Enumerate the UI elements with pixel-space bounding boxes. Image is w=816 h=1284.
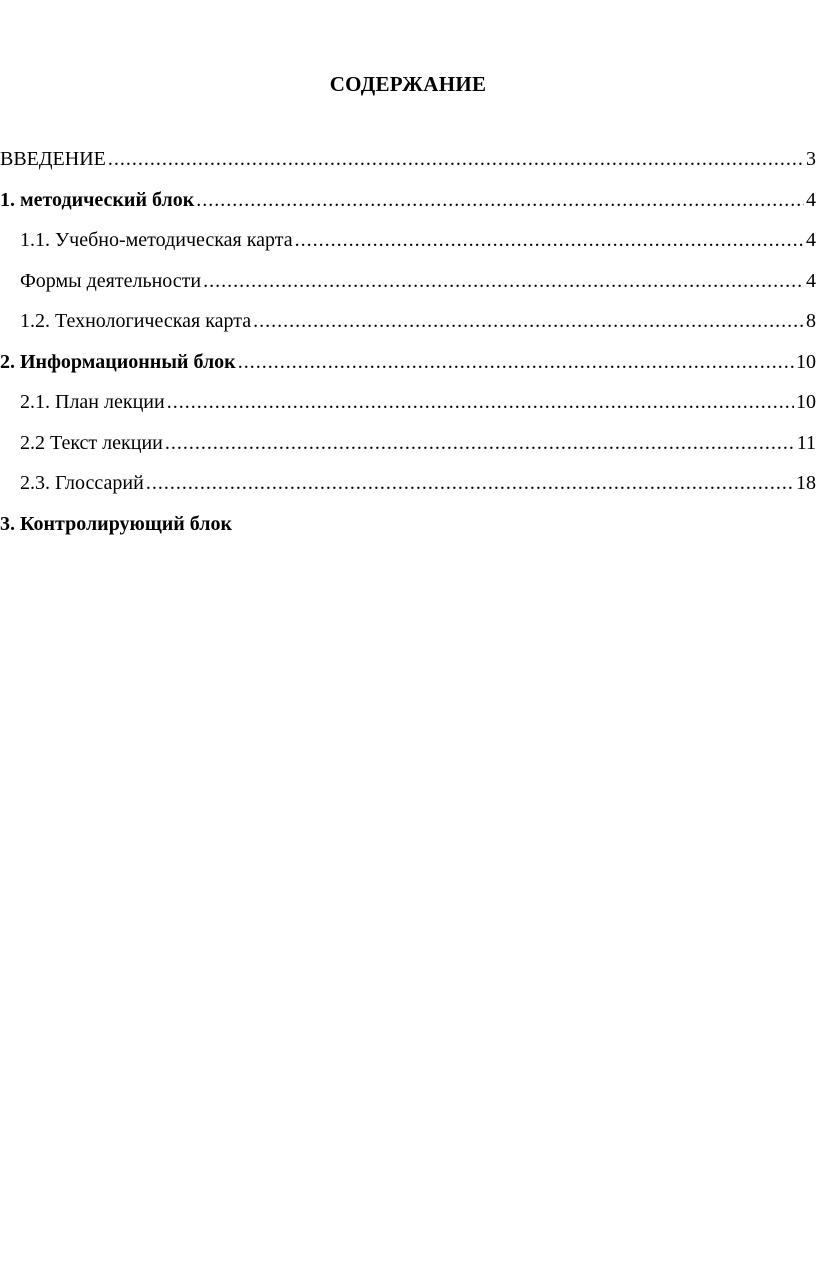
toc-page-number: 4 [806,269,816,292]
toc-page-number: 10 [796,391,816,413]
toc-leader-dots [146,471,794,495]
toc-entry-label: 2.2 Текст лекции [20,431,163,454]
toc-leader-dots [196,188,804,212]
toc-page-number: 11 [796,431,816,454]
toc-leader-dots [238,350,794,374]
toc-entry-introduction[interactable] [0,147,816,188]
page-title: СОДЕРЖАНИЕ [329,72,487,96]
toc-entry-label: ВВЕДЕНИЕ [0,148,106,170]
toc-entry-label: 2. Информационный блок [0,350,236,373]
toc-entry-label: 2.3. Глоссарий [20,472,144,494]
toc-entry-glossary[interactable] [0,471,816,512]
toc-page-number: 4 [806,188,816,211]
toc-entry-label: Формы деятельности [20,269,202,292]
toc-entry-label: 1.1. Учебно-методическая карта [20,229,293,251]
toc-page-number: 10 [796,350,816,373]
toc-entry-technological-map[interactable] [0,309,816,350]
toc-entry-information-block[interactable] [0,350,816,391]
toc-page-number: 4 [806,229,816,251]
toc-leader-dots [108,147,804,171]
toc-entry-label: 2.1. План лекции [20,391,165,413]
toc-entry-methodical-block[interactable] [0,188,816,229]
toc-entry-label: 3. Контролирующий блок [0,512,233,535]
table-of-contents [0,147,816,552]
toc-leader-dots [203,269,804,293]
toc-entry-activity-forms[interactable] [0,269,816,310]
toc-entry-lecture-plan[interactable] [0,390,816,431]
toc-entry-label: 1.2. Технологическая карта [20,310,252,332]
toc-entry-label: 1. методический блок [0,188,195,211]
toc-entry-methodical-map[interactable] [0,228,816,269]
toc-entry-control-block[interactable] [0,512,816,553]
toc-page-number: 8 [806,310,816,332]
toc-leader-dots [253,309,804,333]
toc-page-number: 18 [796,472,816,494]
toc-entry-lecture-text[interactable] [0,431,816,472]
toc-page-number: 3 [806,148,816,170]
toc-leader-dots [295,228,804,252]
toc-leader-dots [165,431,795,455]
toc-leader-dots [167,390,794,414]
